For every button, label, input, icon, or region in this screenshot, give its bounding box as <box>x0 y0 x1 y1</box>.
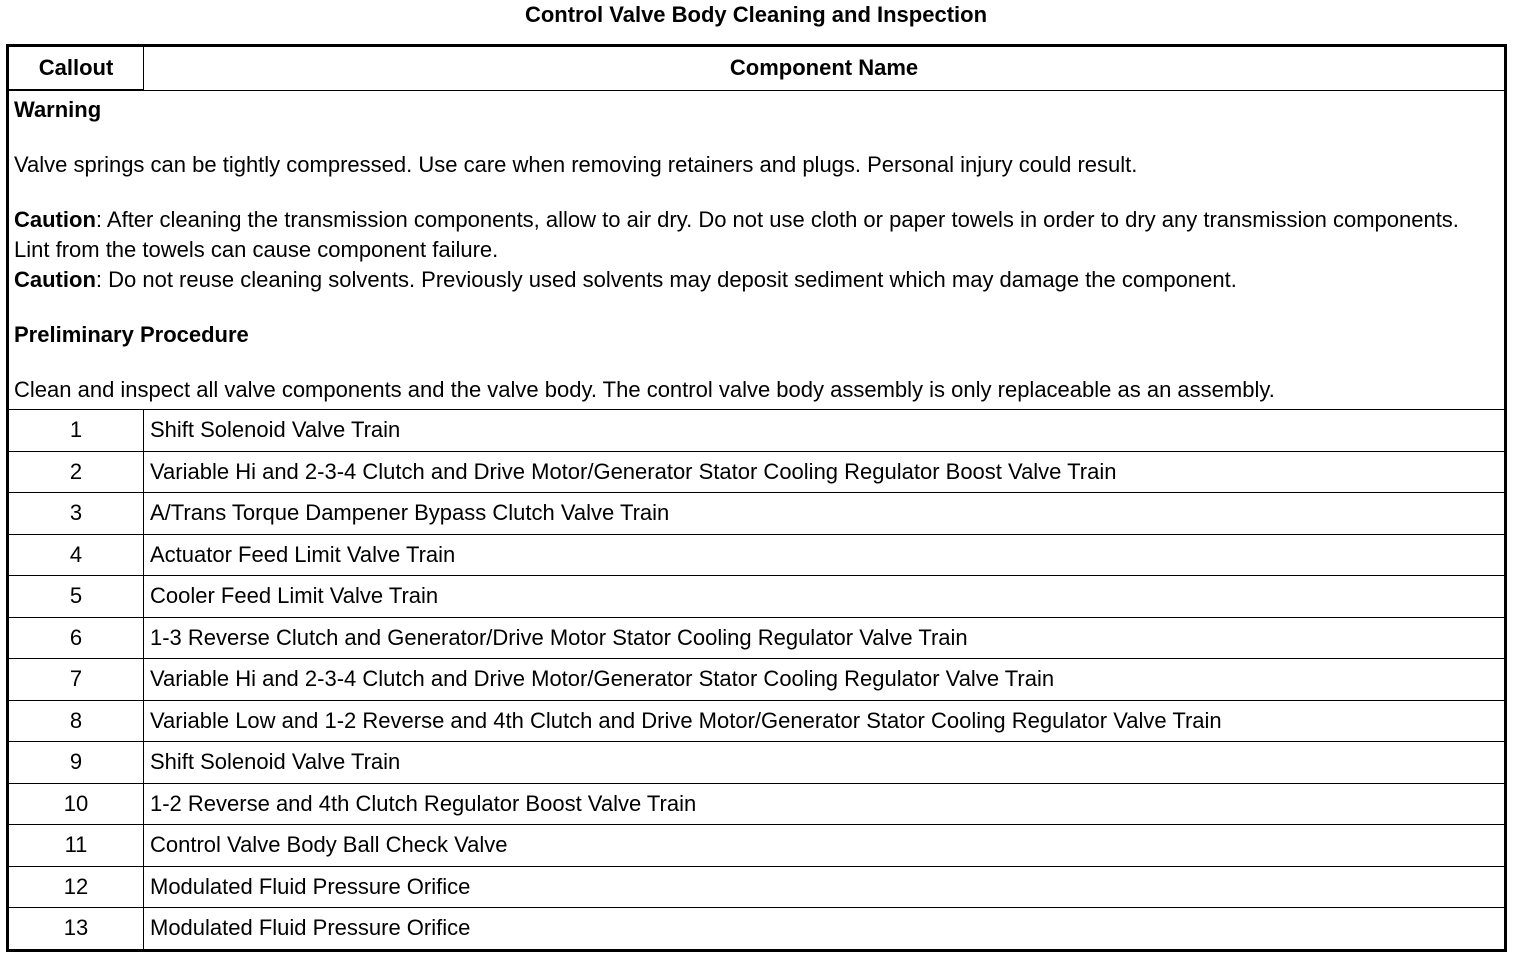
table-row <box>8 825 1506 867</box>
table-row <box>8 700 1506 742</box>
callout-number: 1 <box>8 410 144 452</box>
component-name: 1-3 Reverse Clutch and Generator/Drive Motor Stator Cooling Regulator Valve Train <box>144 617 1506 659</box>
callout-number: 11 <box>8 825 144 867</box>
component-name: A/Trans Torque Dampener Bypass Clutch Valve Train <box>144 493 1506 535</box>
page-title: Control Valve Body Cleaning and Inspection <box>524 2 988 27</box>
caution-text-2: : Do not reuse cleaning solvents. Previously used solvents may deposit sediment which may damage the component. <box>95 267 1237 292</box>
table-row <box>8 493 1506 535</box>
caution-note-1 <box>14 205 1499 265</box>
callout-number: 9 <box>8 742 144 784</box>
caution-label-1: Caution <box>14 207 96 232</box>
procedure-text: Clean and inspect all valve components and the valve body. The control valve body assembly is only replaceable as an assembly. <box>14 377 1275 402</box>
column-header-callout: Callout <box>8 46 144 91</box>
table-row <box>8 617 1506 659</box>
component-name: Shift Solenoid Valve Train <box>144 742 1506 784</box>
warning-heading: Warning <box>14 97 102 122</box>
callout-number: 2 <box>8 451 144 493</box>
component-name: Variable Low and 1-2 Reverse and 4th Clutch and Drive Motor/Generator Stator Cooling Regulator Valve Train <box>144 700 1506 742</box>
table-row <box>8 908 1506 951</box>
notes-row <box>8 90 1506 410</box>
caution-text-1: : After cleaning the transmission components, allow to air dry. Do not use cloth or paper towels in order to dry any transmission components. Lint from the towels can cause component failure. <box>14 207 1459 262</box>
caution-label-2: Caution <box>14 267 96 292</box>
table-row <box>8 783 1506 825</box>
caution-note-2 <box>14 265 1499 295</box>
table-row <box>8 451 1506 493</box>
component-name: Shift Solenoid Valve Train <box>144 410 1506 452</box>
callout-number: 13 <box>8 908 144 951</box>
procedure-heading: Preliminary Procedure <box>14 322 249 347</box>
component-name: Modulated Fluid Pressure Orifice <box>144 866 1506 908</box>
table-row <box>8 866 1506 908</box>
warning-text: Valve springs can be tightly compressed. Use care when removing retainers and plugs. Personal injury could result. <box>14 152 1138 177</box>
component-name: Control Valve Body Ball Check Valve <box>144 825 1506 867</box>
callout-number: 5 <box>8 576 144 618</box>
callout-number: 12 <box>8 866 144 908</box>
component-name: Cooler Feed Limit Valve Train <box>144 576 1506 618</box>
notes-cell <box>8 90 1506 410</box>
callout-number: 8 <box>8 700 144 742</box>
callout-number: 7 <box>8 659 144 701</box>
callout-number: 6 <box>8 617 144 659</box>
table-row <box>8 534 1506 576</box>
table-row <box>8 576 1506 618</box>
table-row <box>8 659 1506 701</box>
table-row <box>8 742 1506 784</box>
table-row <box>8 410 1506 452</box>
component-rows <box>8 410 1506 951</box>
callout-number: 10 <box>8 783 144 825</box>
component-name: Variable Hi and 2-3-4 Clutch and Drive Motor/Generator Stator Cooling Regulator Boost Valve Train <box>144 451 1506 493</box>
component-name: Actuator Feed Limit Valve Train <box>144 534 1506 576</box>
component-name: 1-2 Reverse and 4th Clutch Regulator Boost Valve Train <box>144 783 1506 825</box>
component-name: Modulated Fluid Pressure Orifice <box>144 908 1506 951</box>
component-table <box>6 44 1507 952</box>
callout-number: 4 <box>8 534 144 576</box>
callout-number: 3 <box>8 493 144 535</box>
column-header-component-name: Component Name <box>144 46 1506 91</box>
header-row <box>8 46 1506 91</box>
component-name: Variable Hi and 2-3-4 Clutch and Drive Motor/Generator Stator Cooling Regulator Valve Train <box>144 659 1506 701</box>
